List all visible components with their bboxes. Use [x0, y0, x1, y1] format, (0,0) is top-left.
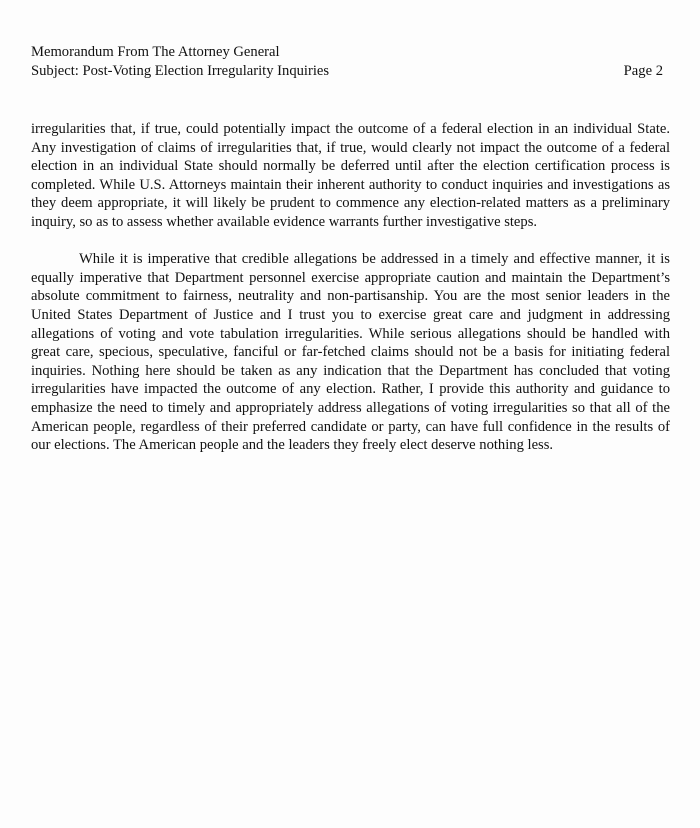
page-number: Page 2 — [623, 63, 663, 79]
body-paragraph-1: irregularities that, if true, could potentially impact the outcome of a federal election in an individual State. Any investigation of claims of irregularities that, if true, would clearly not impact the outcome of a federal election in an individual State should normally be deferred until after the election certification process is completed. While U.S. Attorneys maintain their inherent authority to conduct inquiries and investigations as they deem appropriate, it will likely be prudent to commence any election-related matters as a preliminary inquiry, so as to assess whether available evidence warrants further investigative steps. — [31, 121, 670, 230]
page-header — [31, 43, 663, 81]
memo-subject: Subject: Post-Voting Election Irregularity Inquiries — [31, 63, 330, 79]
memo-title: Memorandum From The Attorney General — [31, 44, 280, 60]
body-paragraph-2: While it is imperative that credible allegations be addressed in a timely and effective manner, it is equally imperative that Department personnel exercise appropriate caution and maintain the Department’s absolute commitment to fairness, neutrality and non-partisanship. You are the most senior leaders in the United States Department of Justice and I trust you to exercise great care and judgment in addressing allegations of voting and vote tabulation irregularities. While serious allegations should be handled with great care, specious, speculative, fanciful or far-fetched claims should not be a basis for initiating federal inquiries. Nothing here should be taken as any indication that the Department has concluded that voting irregularities have impacted the outcome of any election. Rather, I provide this authority and guidance to emphasize the need to timely and appropriately address allegations of voting irregularities so that all of the American people, regardless of their preferred candidate or party, can have full confidence in the results of our elections. The American people and the leaders they freely elect deserve nothing less. — [31, 251, 670, 454]
memo-body — [31, 120, 670, 473]
